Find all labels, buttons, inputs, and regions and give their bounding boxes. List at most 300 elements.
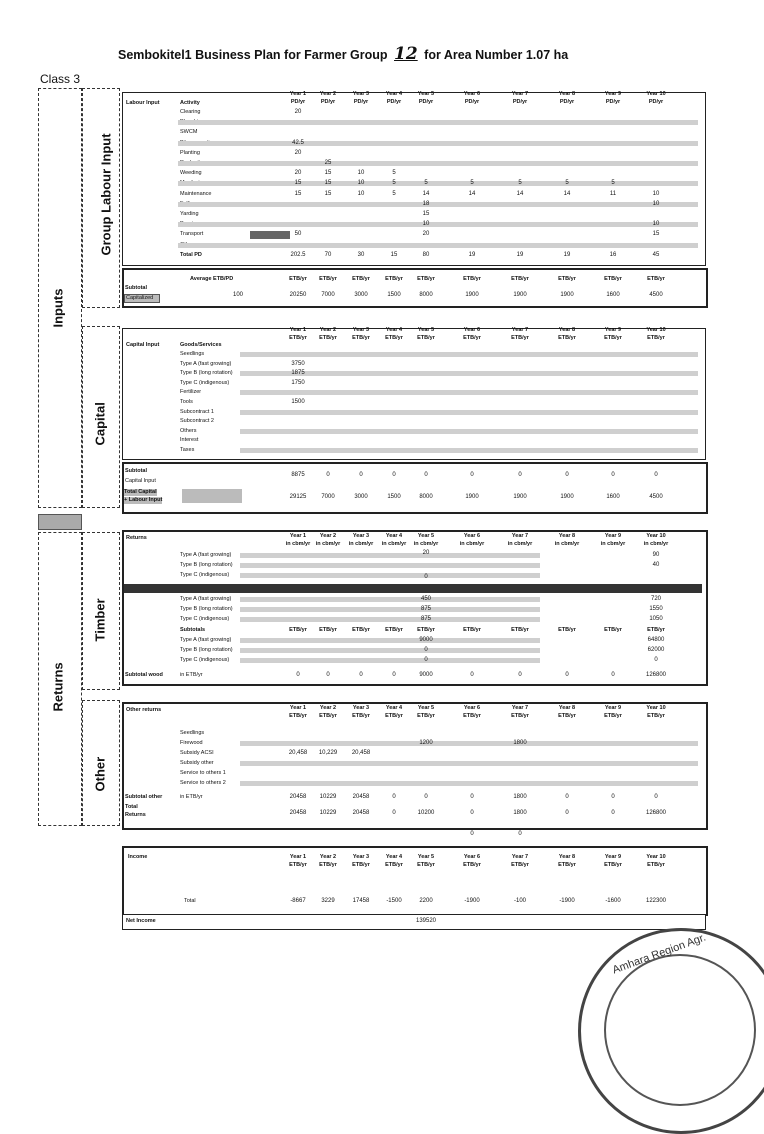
labour-cell: 70 xyxy=(324,251,332,258)
capital-item-label: Type C (indigenous) xyxy=(180,379,230,386)
capital-item-label: Subcontract 1 xyxy=(180,408,214,415)
subtotal-other-value: 0 xyxy=(654,794,658,800)
labour-subtotal-value: 8000 xyxy=(419,292,433,298)
labour-cell: 10 xyxy=(422,221,430,228)
timber-c-value: 64800 xyxy=(647,637,665,643)
income-total-value: -1900 xyxy=(464,898,480,904)
subtotal-wood-value: 9000 xyxy=(419,672,433,678)
capital-cell: 3750 xyxy=(291,360,305,367)
labour-cell: 5 xyxy=(565,180,569,187)
total-capital-value: 1900 xyxy=(513,494,527,500)
capital-stripe xyxy=(240,429,698,434)
extra-zero: 0 xyxy=(518,831,522,837)
labour-cell: 5 xyxy=(392,170,396,177)
labour-cell: 19 xyxy=(468,251,476,258)
timber-row-c: Type C (indigenous) xyxy=(180,657,230,663)
total-returns-value: 0 xyxy=(565,810,569,816)
subtotal-other-value: 0 xyxy=(392,794,396,800)
capital-subtotal-value: 0 xyxy=(326,472,330,478)
timber-unit-header: in cbm/yr xyxy=(600,541,626,547)
labour-etb-header: ETB/yr xyxy=(558,276,576,282)
capital-cell: 1750 xyxy=(291,379,305,386)
returns-label: Returns xyxy=(50,662,66,712)
separator-block xyxy=(38,514,82,530)
capital-subtotal-value: 0 xyxy=(518,472,522,478)
other-label: Other xyxy=(92,756,108,792)
income-total-value: -1600 xyxy=(605,898,621,904)
subtotal-other-value: 0 xyxy=(424,794,428,800)
activity-label: Planting xyxy=(180,149,200,156)
labour-cell: 10 xyxy=(357,180,365,187)
labour-cell: 5 xyxy=(518,180,522,187)
capital-year-header: Year 10 xyxy=(646,327,666,333)
other-unit-header: ETB/yr xyxy=(511,713,529,719)
capital-subtotal-value: 0 xyxy=(359,472,363,478)
activity-label: Maintenance xyxy=(180,190,212,197)
income-year-header: Year 1 xyxy=(289,854,307,860)
capital-unit-header: ETB/yr xyxy=(511,335,529,341)
group-number-handwritten: 12 xyxy=(394,44,418,64)
capital-subtotal-value: 0 xyxy=(565,472,569,478)
labour-cell: 5 xyxy=(611,180,615,187)
income-unit-header: ETB/yr xyxy=(558,862,576,868)
capital-year-header: Year 3 xyxy=(352,327,370,333)
timber-etb-header: ETB/yr xyxy=(463,627,481,633)
labour-year-header: Year 8 xyxy=(558,91,576,97)
income-year-header: Year 3 xyxy=(352,854,370,860)
subtotal-other-value: 0 xyxy=(470,794,474,800)
labour-cell: 50 xyxy=(294,231,302,238)
total-capital-label2: + Labour Input xyxy=(124,497,163,503)
timber-row-b: Type B (long rotation) xyxy=(180,606,233,612)
capital-unit-header: ETB/yr xyxy=(289,335,307,341)
labour-table xyxy=(122,92,706,266)
activity-label: Transport xyxy=(180,231,204,238)
labour-etb-header: ETB/yr xyxy=(463,276,481,282)
other-item-label: Firewood xyxy=(180,740,203,746)
income-unit-header: ETB/yr xyxy=(289,862,307,868)
labour-cell: 14 xyxy=(468,190,476,197)
timber-c-value: 0 xyxy=(654,657,658,663)
income-year-header: Year 4 xyxy=(385,854,403,860)
income-year-header: Year 2 xyxy=(319,854,337,860)
other-unit-header: ETB/yr xyxy=(352,713,370,719)
income-unit-header: ETB/yr xyxy=(417,862,435,868)
capital-item-label: Type A (fast growing) xyxy=(180,360,232,367)
labour-cell: 15 xyxy=(324,170,332,177)
labour-label: Group Labour Input xyxy=(98,133,114,256)
capital-stripe xyxy=(240,352,698,357)
labour-cell: 15 xyxy=(324,180,332,187)
subtotal-other-value: 0 xyxy=(611,794,615,800)
activity-label: Total PD xyxy=(180,251,202,258)
labour-etb-header: ETB/yr xyxy=(417,276,435,282)
labour-cell: 10 xyxy=(652,221,660,228)
labour-subtotal-value: 1900 xyxy=(513,292,527,298)
labour-year-header: Year 6 xyxy=(463,91,481,97)
subtotal-wood-value: 0 xyxy=(470,672,474,678)
timber-year-header: Year 7 xyxy=(511,533,529,539)
title-prefix: Sembokitel1 Business Plan for Farmer Group xyxy=(118,48,388,62)
total-capital-value: 1500 xyxy=(387,494,401,500)
timber-year-header: Year 1 xyxy=(289,533,307,539)
capital-subtotal-value: 0 xyxy=(470,472,474,478)
timber-year-header: Year 8 xyxy=(558,533,576,539)
income-total-value: -1500 xyxy=(386,898,402,904)
timber-a-value: 40 xyxy=(652,562,660,568)
timber-stripe xyxy=(240,638,540,643)
capital-unit-header: ETB/yr xyxy=(385,335,403,341)
avg-label: Average ETB/PD xyxy=(190,276,234,282)
labour-year-header: Year 1 xyxy=(289,91,307,97)
timber-row-c: Type B (long rotation) xyxy=(180,647,233,653)
capital-item-label: Seedlings xyxy=(180,351,205,357)
labour-year-header: Year 7 xyxy=(511,91,529,97)
capital-year-header: Year 8 xyxy=(558,327,576,333)
subtotal-wood-value: 0 xyxy=(359,672,363,678)
labour-cell: 5 xyxy=(424,180,428,187)
timber-label: Timber xyxy=(92,598,108,642)
timber-a-value: 0 xyxy=(424,574,428,580)
labour-cell: 42.5 xyxy=(292,139,304,146)
timber-etb-header: ETB/yr xyxy=(558,627,576,633)
subtotal-wood-unit: in ETB/yr xyxy=(180,672,203,678)
timber-unit-header: in cbm/yr xyxy=(459,541,485,547)
total-returns-value: 10200 xyxy=(417,810,435,816)
income-unit-header: ETB/yr xyxy=(463,862,481,868)
labour-year-header: Year 10 xyxy=(646,91,666,97)
other-unit-header: ETB/yr xyxy=(463,713,481,719)
capital-year-header: Year 6 xyxy=(463,327,481,333)
capital-stripe xyxy=(240,410,698,415)
labour-unit-header: PD/yr xyxy=(512,99,528,105)
labour-subtotal-value: 1600 xyxy=(606,292,620,298)
activity-stripe xyxy=(178,120,698,125)
subtotal-other-label: Subtotal other xyxy=(125,794,163,800)
class-label: Class 3 xyxy=(40,72,81,86)
other-year-header: Year 6 xyxy=(463,705,481,711)
subtotal-label: Subtotal xyxy=(125,285,147,291)
labour-subtotal-value: 7000 xyxy=(321,292,335,298)
firewood-year7: 1800 xyxy=(513,740,527,746)
capital-year-header: Year 7 xyxy=(511,327,529,333)
income-unit-header: ETB/yr xyxy=(319,862,337,868)
labour-year-header: Year 9 xyxy=(604,91,622,97)
timber-a-value: 90 xyxy=(652,552,660,558)
total-label: Total xyxy=(125,804,138,810)
other-stripe xyxy=(240,781,698,786)
labour-cell: 5 xyxy=(392,190,396,197)
income-label: Income xyxy=(128,854,148,860)
capital-unit-header: ETB/yr xyxy=(319,335,337,341)
labour-unit-header: PD/yr xyxy=(353,99,369,105)
timber-stripe xyxy=(240,648,540,653)
labour-etb-header: ETB/yr xyxy=(385,276,403,282)
timber-stripe xyxy=(240,563,540,568)
net-income-label: Net Income xyxy=(126,918,156,924)
total-capital-value: 8000 xyxy=(419,494,433,500)
timber-year-header: Year 2 xyxy=(319,533,337,539)
capital-item-label: Type B (long rotation) xyxy=(180,370,233,377)
timber-corner: Returns xyxy=(126,535,147,541)
income-year-header: Year 7 xyxy=(511,854,529,860)
labour-cell: 202.5 xyxy=(290,251,306,258)
labour-year-header: Year 2 xyxy=(319,91,337,97)
capital-subtotal-box xyxy=(122,462,708,514)
capital-unit-header: ETB/yr xyxy=(463,335,481,341)
other-year-header: Year 8 xyxy=(558,705,576,711)
total-capital-label: Total Capital xyxy=(124,489,157,495)
labour-unit-header: PD/yr xyxy=(290,99,306,105)
timber-a-value: 20 xyxy=(422,550,430,556)
capital-unit-header: ETB/yr xyxy=(558,335,576,341)
capital-unit-header: ETB/yr xyxy=(647,335,665,341)
total-returns-value: 20458 xyxy=(352,810,370,816)
subtotal-wood-value: 0 xyxy=(326,672,330,678)
timber-row-a: Type B (long rotation) xyxy=(180,562,233,568)
labour-cell: 14 xyxy=(516,190,524,197)
labour-etb-header: ETB/yr xyxy=(647,276,665,282)
total-returns-value: 126800 xyxy=(645,810,667,816)
inputs-label: Inputs xyxy=(50,288,66,328)
activity-stripe xyxy=(178,161,698,166)
other-stripe xyxy=(240,761,698,766)
capital-cell: 1500 xyxy=(291,399,305,405)
timber-year-header: Year 10 xyxy=(646,533,666,539)
total-capital-value: 4500 xyxy=(649,494,663,500)
labour-unit-header: PD/yr xyxy=(418,99,434,105)
capital-subtotal-value: 0 xyxy=(654,472,658,478)
other-stripe xyxy=(240,741,698,746)
capital-item-label: Tools xyxy=(180,399,193,405)
total-returns-value: 10229 xyxy=(319,810,337,816)
income-total-value: -8667 xyxy=(290,898,306,904)
labour-cell: 80 xyxy=(422,251,430,258)
labour-subtotal-value: 1900 xyxy=(465,292,479,298)
timber-unit-header: in cbm/yr xyxy=(413,541,439,547)
labour-etb-header: ETB/yr xyxy=(604,276,622,282)
labour-unit-header: PD/yr xyxy=(648,99,664,105)
other-item-label: Service to others 2 xyxy=(180,780,226,786)
timber-unit-header: in cbm/yr xyxy=(315,541,341,547)
labour-unit-header: PD/yr xyxy=(386,99,402,105)
capital-item-label: Fertilizer xyxy=(180,389,202,396)
activity-label: Weeding xyxy=(180,170,202,177)
timber-etb-header: ETB/yr xyxy=(417,627,435,633)
timber-stripe xyxy=(240,658,540,663)
labour-cell: 14 xyxy=(422,190,430,197)
activity-label: Yarding xyxy=(180,211,199,217)
labour-etb-header: ETB/yr xyxy=(319,276,337,282)
timber-c-value: 0 xyxy=(424,647,428,653)
page-title xyxy=(118,44,568,64)
timber-row-a: Type C (indigenous) xyxy=(180,572,230,578)
capital-subtotal-value: 0 xyxy=(424,472,428,478)
labour-year-header: Year 5 xyxy=(417,91,435,97)
other-year-header: Year 2 xyxy=(319,705,337,711)
labour-cell: 20 xyxy=(294,170,302,177)
total-returns-value: 0 xyxy=(611,810,615,816)
labour-year-header: Year 3 xyxy=(352,91,370,97)
other-unit-header: ETB/yr xyxy=(647,713,665,719)
activity-label: Clearing xyxy=(180,109,201,115)
labour-cell: 5 xyxy=(470,180,474,187)
labour-cell: 15 xyxy=(422,211,430,217)
timber-etb-header: ETB/yr xyxy=(289,627,307,633)
total-returns-value: 1800 xyxy=(513,810,527,816)
stamp-text: Amhara Region Agr. xyxy=(610,931,708,977)
labour-cell: 15 xyxy=(652,231,660,238)
firewood-year5: 1200 xyxy=(419,740,433,746)
timber-unit-header: in cbm/yr xyxy=(381,541,407,547)
income-total-value: -100 xyxy=(513,898,526,904)
capital-subtotal-value: 0 xyxy=(611,472,615,478)
subtotal-wood-value: 0 xyxy=(392,672,396,678)
timber-stripe xyxy=(240,617,540,622)
other-year-header: Year 1 xyxy=(289,705,307,711)
income-total-value: 122300 xyxy=(645,898,667,904)
labour-etb-header: ETB/yr xyxy=(289,276,307,282)
subtotal-other-value: 0 xyxy=(565,794,569,800)
title-suffix: for Area Number 1.07 ha xyxy=(424,48,569,62)
capitalized-label: Capitalized xyxy=(124,294,160,303)
capital-item-label: Subcontract 2 xyxy=(180,418,214,425)
timber-b-value: 1050 xyxy=(649,616,663,622)
income-year-header: Year 6 xyxy=(463,854,481,860)
labour-cell: 11 xyxy=(609,190,617,197)
labour-subtotal-value: 1500 xyxy=(387,292,401,298)
labour-corner: Labour Input xyxy=(126,100,160,106)
timber-year-header: Year 3 xyxy=(352,533,370,539)
labour-cell: 19 xyxy=(516,251,524,258)
total-capital-shade xyxy=(182,489,242,503)
income-unit-header: ETB/yr xyxy=(647,862,665,868)
timber-row-c: Type A (fast growing) xyxy=(180,637,232,643)
labour-unit-header: PD/yr xyxy=(320,99,336,105)
timber-etb-header: ETB/yr xyxy=(511,627,529,633)
income-year-header: Year 10 xyxy=(646,854,666,860)
timber-unit-header: in cbm/yr xyxy=(507,541,533,547)
total-capital-value: 7000 xyxy=(321,494,335,500)
income-year-header: Year 8 xyxy=(558,854,576,860)
timber-c-value: 62000 xyxy=(647,647,665,653)
labour-unit-header: PD/yr xyxy=(559,99,575,105)
capital-unit-header: ETB/yr xyxy=(604,335,622,341)
capital-cell: 1875 xyxy=(291,370,305,377)
subtotals-label: Subtotals xyxy=(180,627,206,633)
capital-stripe xyxy=(240,390,698,395)
labour-cell: 20 xyxy=(422,231,430,238)
total-capital-value: 29125 xyxy=(289,494,307,500)
capital-subtotal-label: Subtotal xyxy=(125,468,147,474)
subtotal-wood-value: 0 xyxy=(296,672,300,678)
other-unit-header: ETB/yr xyxy=(558,713,576,719)
timber-unit-header: in cbm/yr xyxy=(348,541,374,547)
capital-year-header: Year 5 xyxy=(417,327,435,333)
income-unit-header: ETB/yr xyxy=(385,862,403,868)
income-unit-header: ETB/yr xyxy=(352,862,370,868)
timber-b-value: 450 xyxy=(420,596,431,602)
capital-item-label: Interest xyxy=(180,437,199,444)
labour-cell: 20 xyxy=(294,109,302,115)
timber-b-value: 1550 xyxy=(649,606,663,612)
timber-b-value: 875 xyxy=(420,616,431,622)
labour-unit-header: PD/yr xyxy=(464,99,480,105)
other-year-header: Year 7 xyxy=(511,705,529,711)
labour-cell: 15 xyxy=(390,251,398,258)
labour-cell: 10 xyxy=(357,170,365,177)
subtotal-other-value: 20458 xyxy=(352,794,370,800)
timber-etb-header: ETB/yr xyxy=(352,627,370,633)
total-capital-value: 1900 xyxy=(465,494,479,500)
labour-cell: 30 xyxy=(357,251,365,258)
timber-stripe xyxy=(240,597,540,602)
capital-year-header: Year 9 xyxy=(604,327,622,333)
subtotal-other-unit: in ETB/yr xyxy=(180,794,203,800)
total-capital-value: 1900 xyxy=(560,494,574,500)
activity-label: SWCM xyxy=(180,129,198,136)
timber-year-header: Year 4 xyxy=(385,533,403,539)
timber-unit-header: in cbm/yr xyxy=(554,541,580,547)
labour-cell: 19 xyxy=(563,251,571,258)
total-capital-value: 3000 xyxy=(354,494,368,500)
capital-item-label: Taxes xyxy=(180,447,195,453)
subtotal-wood-label: Subtotal wood xyxy=(125,672,163,678)
capital-item-label: Others xyxy=(180,427,197,434)
income-unit-header: ETB/yr xyxy=(511,862,529,868)
capital-corner: Capital Input xyxy=(126,342,160,348)
official-stamp-inner xyxy=(604,954,756,1106)
timber-c-value: 9000 xyxy=(419,637,433,643)
labour-cell: 10 xyxy=(652,200,660,207)
timber-stripe xyxy=(240,573,540,578)
timber-row-b: Type A (fast growing) xyxy=(180,596,232,602)
total-returns-value: 0 xyxy=(392,810,396,816)
income-total-label: Total xyxy=(184,898,196,904)
capital-subtotal-value: 8875 xyxy=(291,472,305,478)
other-year-header: Year 10 xyxy=(646,705,666,711)
total-returns-value: 20458 xyxy=(289,810,307,816)
labour-cell: 14 xyxy=(563,190,571,197)
other-item-label: Service to others 1 xyxy=(180,770,226,776)
subsidy-year3: 20,458 xyxy=(351,750,371,756)
labour-unit-header: PD/yr xyxy=(605,99,621,105)
timber-unit-header: in cbm/yr xyxy=(643,541,669,547)
capital-year-header: Year 1 xyxy=(289,327,307,333)
activity-stripe xyxy=(178,141,698,146)
other-unit-header: ETB/yr xyxy=(289,713,307,719)
other-year-header: Year 5 xyxy=(417,705,435,711)
labour-cell: 15 xyxy=(294,190,302,197)
timber-etb-header: ETB/yr xyxy=(385,627,403,633)
labour-etb-header: ETB/yr xyxy=(511,276,529,282)
income-total-value: -1900 xyxy=(559,898,575,904)
labour-subtotal-value: 1900 xyxy=(560,292,574,298)
activity-stripe xyxy=(178,202,698,207)
timber-stripe xyxy=(240,553,540,558)
labour-subtotal-value: 20250 xyxy=(289,292,307,298)
timber-etb-header: ETB/yr xyxy=(604,627,622,633)
other-unit-header: ETB/yr xyxy=(604,713,622,719)
income-total-value: 2200 xyxy=(419,898,433,904)
subsidy-year2: 10,229 xyxy=(318,750,338,756)
labour-cell: 15 xyxy=(294,180,302,187)
total-returns-value: 0 xyxy=(470,810,474,816)
other-item-label: Subsidy other xyxy=(180,760,214,766)
subtotal-wood-value: 0 xyxy=(611,672,615,678)
capital-year-header: Year 4 xyxy=(385,327,403,333)
capital-input-label: Capital Input xyxy=(125,478,156,484)
